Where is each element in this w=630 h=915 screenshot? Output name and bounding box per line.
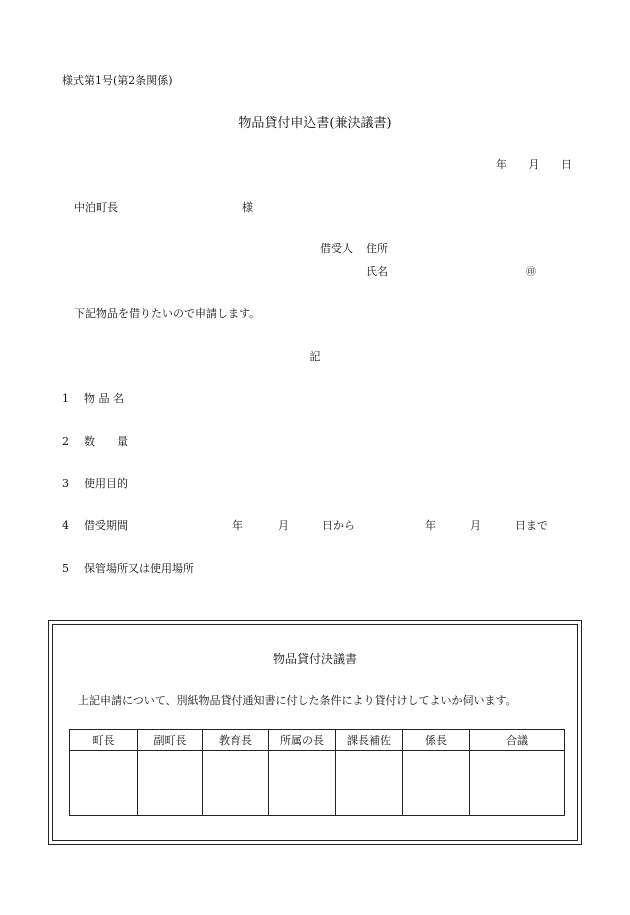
- decision-box: [48, 620, 582, 845]
- approval-stamp-row: [70, 751, 565, 816]
- name-label: 氏名: [366, 265, 388, 278]
- stamp-cell: [470, 751, 565, 816]
- item-number: 5: [62, 562, 69, 575]
- document-title: 物品貸付申込書(兼決議書): [238, 116, 392, 131]
- column-header: 係長: [403, 730, 470, 751]
- period-day-to: 日まで: [515, 519, 548, 532]
- seal-mark: ㊞: [526, 267, 536, 278]
- request-text: 下記物品を借りたいので申請します。: [74, 307, 261, 320]
- period-year-to: 年: [425, 519, 436, 532]
- stamp-cell: [336, 751, 403, 816]
- column-header: 課長補佐: [336, 730, 403, 751]
- decision-box-inner: [52, 624, 578, 841]
- date-day: 日: [561, 158, 572, 171]
- honorific: 様: [242, 201, 253, 214]
- borrower-label: 借受人: [320, 242, 353, 255]
- item-label: 物 品 名: [84, 392, 124, 405]
- column-header: 教育長: [203, 730, 269, 751]
- list-item: [62, 433, 128, 449]
- item-label: 使用目的: [84, 477, 128, 490]
- ki-heading: 記: [309, 350, 321, 363]
- form-number: 様式第1号(第2条関係): [62, 74, 173, 87]
- stamp-cell: [403, 751, 470, 816]
- item-number: 1: [62, 392, 69, 405]
- item-number: 2: [62, 435, 69, 448]
- column-header: 町長: [70, 730, 138, 751]
- column-header: 副町長: [138, 730, 203, 751]
- column-header: 合議: [470, 730, 565, 751]
- period-month-from: 月: [278, 519, 289, 532]
- item-number: 4: [62, 519, 69, 532]
- stamp-cell: [203, 751, 269, 816]
- date-month: 月: [528, 158, 540, 171]
- list-item: [62, 560, 194, 576]
- list-item: [62, 390, 124, 406]
- stamp-cell: [70, 751, 138, 816]
- borrower-address-row: [320, 240, 388, 256]
- decision-title: 物品貸付決議書: [272, 652, 357, 666]
- period-year-from: 年: [232, 519, 243, 532]
- period-month-to: 月: [470, 519, 481, 532]
- addressee: 中泊町長: [74, 201, 118, 214]
- item-label: 借受期間: [84, 519, 128, 532]
- item-label: 数 量: [84, 435, 128, 448]
- item-number: 3: [62, 477, 69, 490]
- decision-text: 上記申請について、別紙物品貸付通知書に付した条件により貸付けしてよいか伺います。: [78, 694, 517, 707]
- address-label: 住所: [366, 242, 388, 255]
- date-year: 年: [496, 158, 507, 171]
- list-item: [62, 517, 128, 533]
- column-header: 所属の長: [269, 730, 336, 751]
- item-label: 保管場所又は使用場所: [84, 562, 194, 575]
- approval-header-row: [70, 730, 565, 751]
- stamp-cell: [269, 751, 336, 816]
- stamp-cell: [138, 751, 203, 816]
- approval-table: [69, 729, 565, 816]
- list-item: [62, 475, 128, 491]
- date-line: [478, 156, 572, 172]
- period-day-from: 日から: [322, 519, 355, 532]
